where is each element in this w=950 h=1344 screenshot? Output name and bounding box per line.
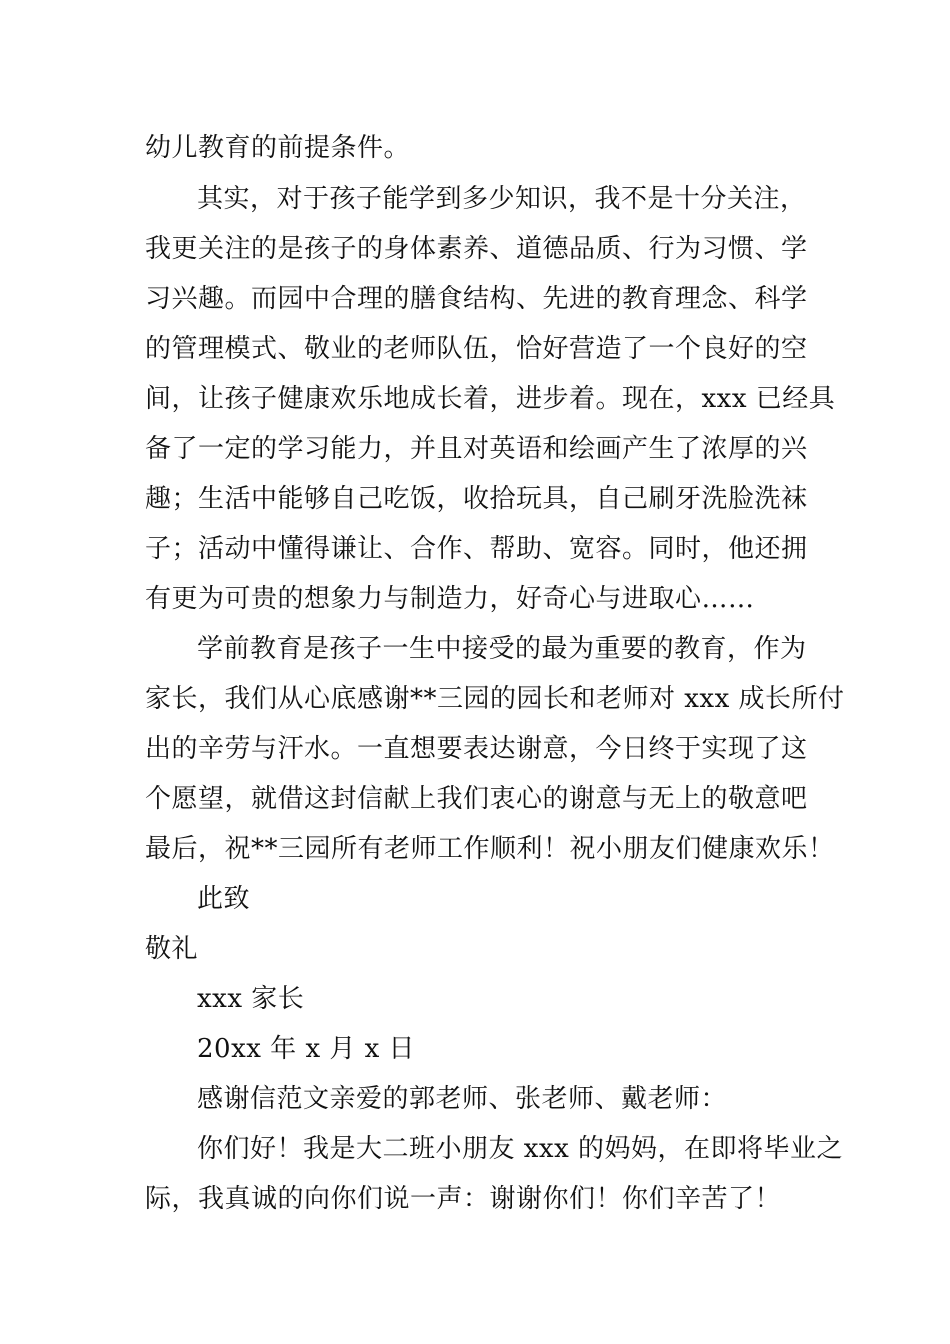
text-line: 子；活动中懂得谦让、合作、帮助、宽容。同时，他还拥 <box>145 534 808 564</box>
date-line: 20xx 年 x 月 x 日 <box>197 1034 416 1064</box>
text-line: 际，我真诚的向你们说一声：谢谢你们！你们辛苦了！ <box>145 1184 782 1214</box>
text-line: 其实，对于孩子能学到多少知识，我不是十分关注， <box>197 184 807 214</box>
text-line: 家长，我们从心底感谢**三园的园长和老师对 xxx 成长所付 <box>145 684 845 714</box>
signature: xxx 家长 <box>197 984 305 1014</box>
text-line: 个愿望，就借这封信献上我们衷心的谢意与无上的敬意吧 <box>145 784 808 814</box>
section-heading: 感谢信范文亲爱的郭老师、张老师、戴老师： <box>197 1084 728 1114</box>
closing-salutation: 此致 <box>197 884 251 914</box>
text-line: 习兴趣。而园中合理的膳食结构、先进的教育理念、科学 <box>145 284 808 314</box>
text-line: 学前教育是孩子一生中接受的最为重要的教育，作为 <box>197 634 807 664</box>
closing-respects: 敬礼 <box>145 934 199 964</box>
text-line: 出的辛劳与汗水。一直想要表达谢意，今日终于实现了这 <box>145 734 808 764</box>
text-line: 的管理模式、敬业的老师队伍，恰好营造了一个良好的空 <box>145 334 808 364</box>
text-line: 幼儿教育的前提条件。 <box>145 133 411 163</box>
text-line: 我更关注的是孩子的身体素养、道德品质、行为习惯、学 <box>145 234 808 264</box>
text-line: 你们好！我是大二班小朋友 xxx 的妈妈，在即将毕业之 <box>197 1134 844 1164</box>
text-line: 间，让孩子健康欢乐地成长着，进步着。现在，xxx 已经具 <box>145 384 836 414</box>
text-line: 备了一定的学习能力，并且对英语和绘画产生了浓厚的兴 <box>145 434 808 464</box>
text-line: 最后，祝**三园所有老师工作顺利！祝小朋友们健康欢乐！ <box>145 834 835 864</box>
text-line: 趣；生活中能够自己吃饭，收拾玩具，自己刷牙洗脸洗袜 <box>145 484 808 514</box>
text-line: 有更为可贵的想象力与制造力，好奇心与进取心…… <box>145 584 755 614</box>
